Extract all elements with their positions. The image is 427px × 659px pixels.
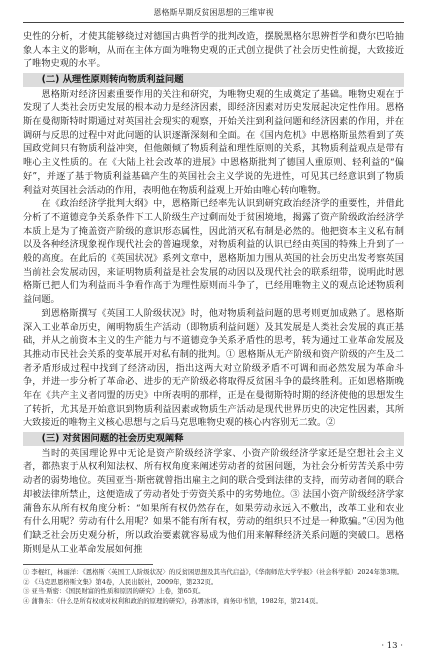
footnote-1: ① 李棍红，林丽洋：《恩格斯〈英国工人阶级状况〉的反贫困思想及其当代启益》，《华南师范大学学报》（社会科学版）2024年第3期。 (23, 568, 404, 576)
footnote-rule (23, 564, 153, 565)
page-number: · 13 · (381, 641, 403, 651)
running-header: 恩格斯早期反贫困思想的三维审视 (153, 8, 274, 17)
footnotes (23, 568, 404, 606)
paragraph-economic-factors: 恩格斯对经济因素重要作用的关注和研究，为唯物史观的生成奠定了基础。唯物史观在于发现了人类社会历史发展的根本动力是经济因素，即经济因素对历史发展起决定性作用。恩格斯在曼彻斯特时期通过对英国社会现实的观察，开始关注到利益问题和经济因素的作用，并在调研与反思的过程中对此问题的认识逐渐深刻和全面。在《国内危机》中恩格斯虽然看到了英国政党间只有物质利益冲突，但他颇倾了物质利益和理性原则的关系，其物质利益观点是带有唯心主义性质的。在《大陆上社会改革的进展》中恩格斯批判了德国人重原则、轻利益的“偏好”，并逐了基于物质利益基础产生的英国社会主义学说的先进性，可见其已经意识到了物质利益对英国社会活动的作用，表明他在物质利益观上开始由唯心转向唯物。 (23, 88, 404, 196)
section-heading-3: (三) 对贫困问题的社会历史观阐释 (23, 432, 404, 446)
paragraph-working-class: 到恩格斯撰写《英国工人阶级状况》时，他对物质利益问题的思考则更加成熟了。恩格斯深入工业革命历史，阐明物质生产活动（即物质利益问题）及其发展是人类社会发展的真正基础，并从之前资本主义的生产能力与不道德竞争关系矛盾性的思考，转为通过工业革命发展及其推动市民社会关系的变革展开对私有制的批判。① 恩格斯从无产阶级和资产阶级的产生及二者矛盾形成过程中找到了经济动因，指出这两大对立阶级矛盾不可调和而必然发展为革命斗争，并进一步分析了革命必、进步的无产阶级必将取得反贫困斗争的最终胜利。正如恩格斯晚年在《共产主义者同盟的历史》中所表明的那样，正是在曼彻斯特时期的经济使他的思想发生了转折，尤其是开始意识到物质利益因素或物质生产活动是现代世界历史的决定性因素，其所大致接近的唯物主义核心思想与之后马克思唯物史观的核心内容别无二致。② (23, 307, 404, 429)
header-rule (23, 22, 404, 23)
footnote-4: ④ 蒲鲁东：《什么是所有权或对权利和政治的原理的研究》，孙署冰译，商务印书馆，1982年，第214页。 (23, 596, 322, 605)
footnote-2: ② 《马克思恩格斯文集》第4卷，人民出版社，2009年，第232页。 (23, 577, 218, 586)
paragraph-poverty-theory: 当时的英国理论界中无论是资产阶级经济学家、小资产阶级经济学家还是空想社会主义者，都热衷于从权利知法权、所有权角度来阐述劳动者的贫困问题，为社会分析劳苦关系中劳动者的弱势地位。英国亚当·斯密就曾指出雇主之间的联合受到法律的支持，而劳动者间的联合却被法律所禁止，这便造成了劳动者处于劳资关系中的劣势地位。③ 法国小资产阶级经济学家蒲鲁东从所有权角度分析：“如果所有权仍然存在，如果劳动永远入不敷出，改革工业和农业有什么用呢？劳动有什么用呢？如果不能有所有权，劳动的组织只不过是一种欺骗。”④因为他们缺乏社会历史观分析，所以政治要素就容易成为他们用来解释经济关系问题的突破口。恩格斯则是从工业革命发展如何推 (23, 447, 404, 555)
section-heading-2: (二) 从理性原则转向物质利益问题 (23, 73, 404, 87)
article-body (23, 30, 404, 599)
paragraph-continuation: 史性的分析，才使其能够绕过对德国古典哲学的批判改造，摆脱黑格尔思辨哲学和费尔巴哈抽象人本主义的影响，从而在主体方面为唯物史观的正式创立提供了社会历史性前提，大致接近了唯物史观的水平。 (23, 31, 404, 70)
footnote-3: ③ 亚当·斯密：《国民财富的性质和原因的研究》上卷，第65页。 (23, 587, 205, 596)
paragraph-political-economy: 在《政治经济学批判大纲》中，恩格斯已经率先认识到研究政治经济学的重要性，并借此分析了不道德竞争关系条件下工人阶级生产过剩而处于贫困境地，揭露了资产阶级政治经济学本质上是为了掩盖资产阶级的意识形态属性，因此消灭私有制是必然的。他把资本主义私有制以及各种经济现象视作现代社会的普遍现象，对物质利益的认识已经由英国的特殊上升到了一般的高度。在此后的《英国状况》系列文章中，恩格斯加力围从英国的社会历史出发考察英国当前社会发展动因，来证明物质利益是社会发展的动因以及现代社会的联系纽带，说明此时恩格斯已把人们为利益而斗争看作高于为理性原则而斗争了，已经用唯物主义的观点论述物质利益问题。 (23, 198, 404, 306)
